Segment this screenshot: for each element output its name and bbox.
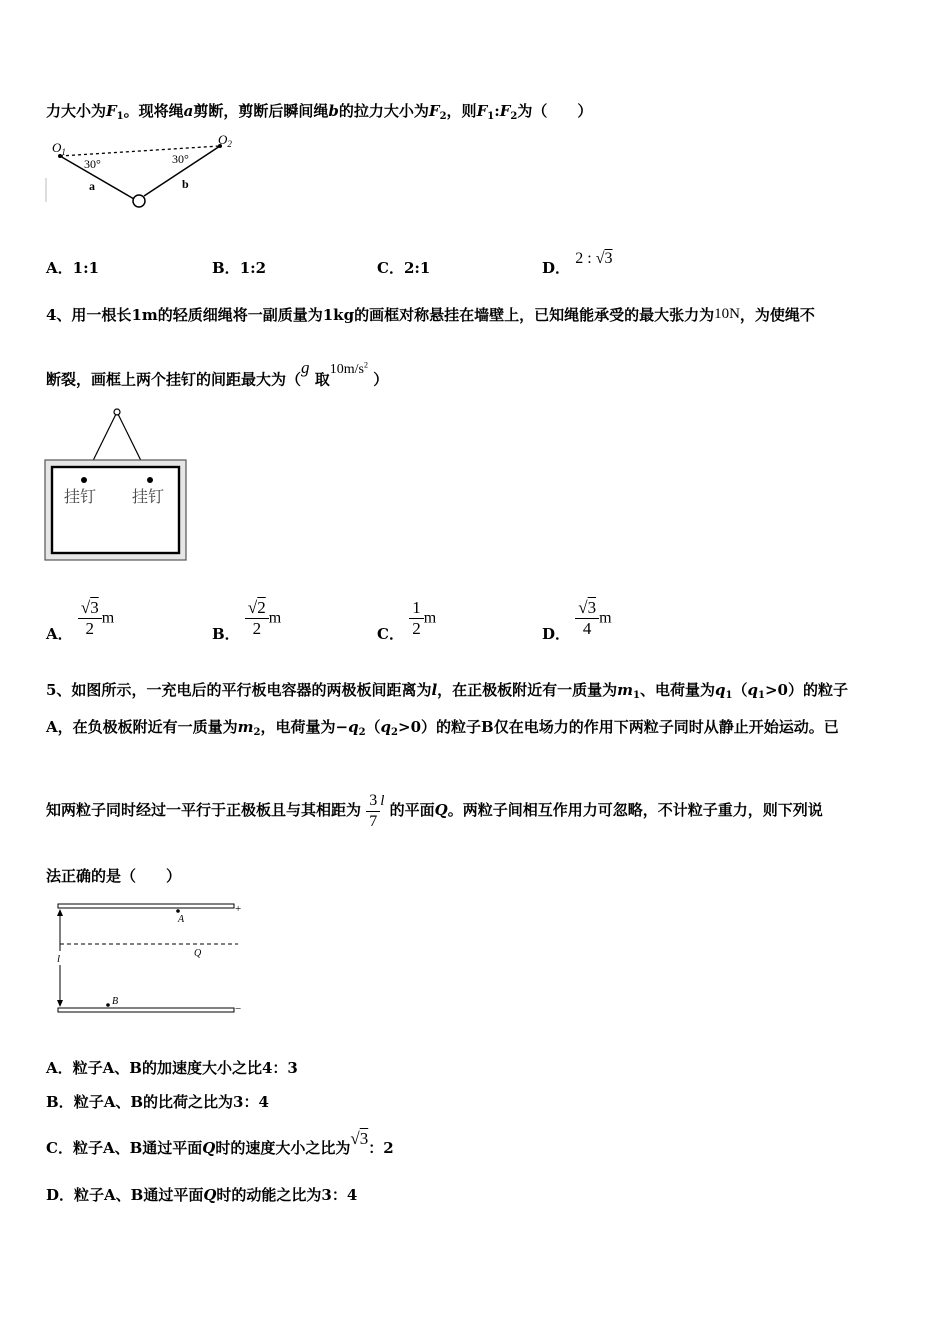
- nail-right: [147, 477, 153, 483]
- q4-stem-line1: 4、用一根长1m的轻质细绳将一副质量为1kg的画框对称悬挂在墙壁上，已知绳能承受的最大张力为10N，为使绳不: [46, 306, 815, 324]
- q5-option-d[interactable]: D．粒子A、B通过平面Q时的动能之比为3：4: [46, 1186, 358, 1204]
- fraction: $\frac{√2}{2}$: [245, 598, 269, 639]
- particle-a: [176, 909, 180, 913]
- fraction: $\frac{√3}{4}$: [575, 598, 599, 639]
- negative-plate: [58, 1008, 234, 1012]
- q5-option-c[interactable]: C．粒子A、B通过平面Q时的速度大小之比为√3：2: [46, 1129, 394, 1157]
- fraction: $\frac{1}{2}$: [409, 598, 424, 639]
- q3-figure-two-ropes: [44, 130, 234, 215]
- nail-right-label: 挂钉: [132, 489, 165, 506]
- nail-left-label: 挂钉: [64, 489, 97, 506]
- q4-stem-line2: 断裂，画框上两个挂钉的间距最大为（g 取$10m/s^2$ ）: [46, 357, 389, 389]
- q5-stem-line1: 5、如图所示，一充电后的平行板电容器的两极板间距离为l，在正极板附近有一质量为$m_1$、电荷量为$q_1(q_1>0)$的粒子: [46, 681, 848, 701]
- rope-a-label: a: [89, 179, 95, 193]
- q3-option-a[interactable]: A．1:1: [46, 259, 100, 277]
- nail-left: [81, 477, 87, 483]
- rope-b-label: b: [182, 177, 189, 191]
- top-hook-point: [114, 409, 120, 415]
- arrow-head-bottom: [57, 1000, 63, 1007]
- o2-label: $O_2$: [218, 132, 232, 149]
- q5-stem-line4: 法正确的是（ ）: [46, 867, 182, 885]
- q5-option-a[interactable]: A．粒子A、B的加速度大小之比4：3: [46, 1059, 298, 1077]
- q5-stem-line3: 知两粒子同时经过一平行于正极板且与其相距为 $\frac{3}{7}$ l 的平面Q。两粒子间相互作用力可忽略，不计粒子重力，则下列说: [46, 791, 823, 830]
- particle-a-label: A: [178, 914, 185, 925]
- q4-option-b[interactable]: B． $\frac{√2}{2}$ m: [212, 598, 282, 643]
- q3-option-c[interactable]: C．2:1: [377, 259, 431, 277]
- q3-option-d[interactable]: D． 2 : √3: [542, 250, 613, 277]
- particle-b-label: B: [112, 996, 119, 1007]
- q3-stem: 力大小为$F_1$。现将绳a剪断，剪断后瞬间绳b的拉力大小为$F_2$，则$F_1:F_2$为（ ）: [46, 102, 593, 122]
- fraction: $\frac{√3}{2}$: [78, 598, 102, 639]
- arrow-head-top: [57, 909, 63, 916]
- q5-option-b[interactable]: B．粒子A、B的比荷之比为3：4: [46, 1093, 269, 1111]
- q4-option-a[interactable]: A． $\frac{√3}{2}$ m: [46, 598, 115, 643]
- particle-b: [106, 1003, 110, 1007]
- ceiling-dashed-line: [60, 146, 220, 156]
- positive-plate: [58, 904, 234, 908]
- q3-option-b[interactable]: B．1:2: [212, 259, 267, 277]
- minus-sign: −: [235, 1003, 242, 1015]
- frame-inner: [52, 467, 179, 553]
- q5-figure-capacitor: [52, 898, 247, 1020]
- plane-q-label: Q: [194, 948, 202, 959]
- q4-figure-picture-frame: [44, 405, 190, 563]
- distance-label: l: [57, 953, 61, 965]
- fraction: $\frac{3}{7}$: [366, 791, 380, 832]
- o1-label: $O_1$: [52, 140, 66, 157]
- angle1-label: 30°: [84, 157, 101, 171]
- q5-stem-line2: A，在负极板附近有一质量为$m_2$，电荷量为$-q_2(q_2>0)$的粒子B仅在电场力的作用下两粒子同时从静止开始运动。已: [46, 718, 839, 738]
- angle2-label: 30°: [172, 152, 189, 166]
- plus-sign: +: [235, 903, 242, 915]
- q4-option-d[interactable]: D． $\frac{√3}{4}$ m: [542, 598, 612, 643]
- hanging-ball: [133, 195, 145, 207]
- q4-option-c[interactable]: C． $\frac{1}{2}$ m: [377, 598, 437, 643]
